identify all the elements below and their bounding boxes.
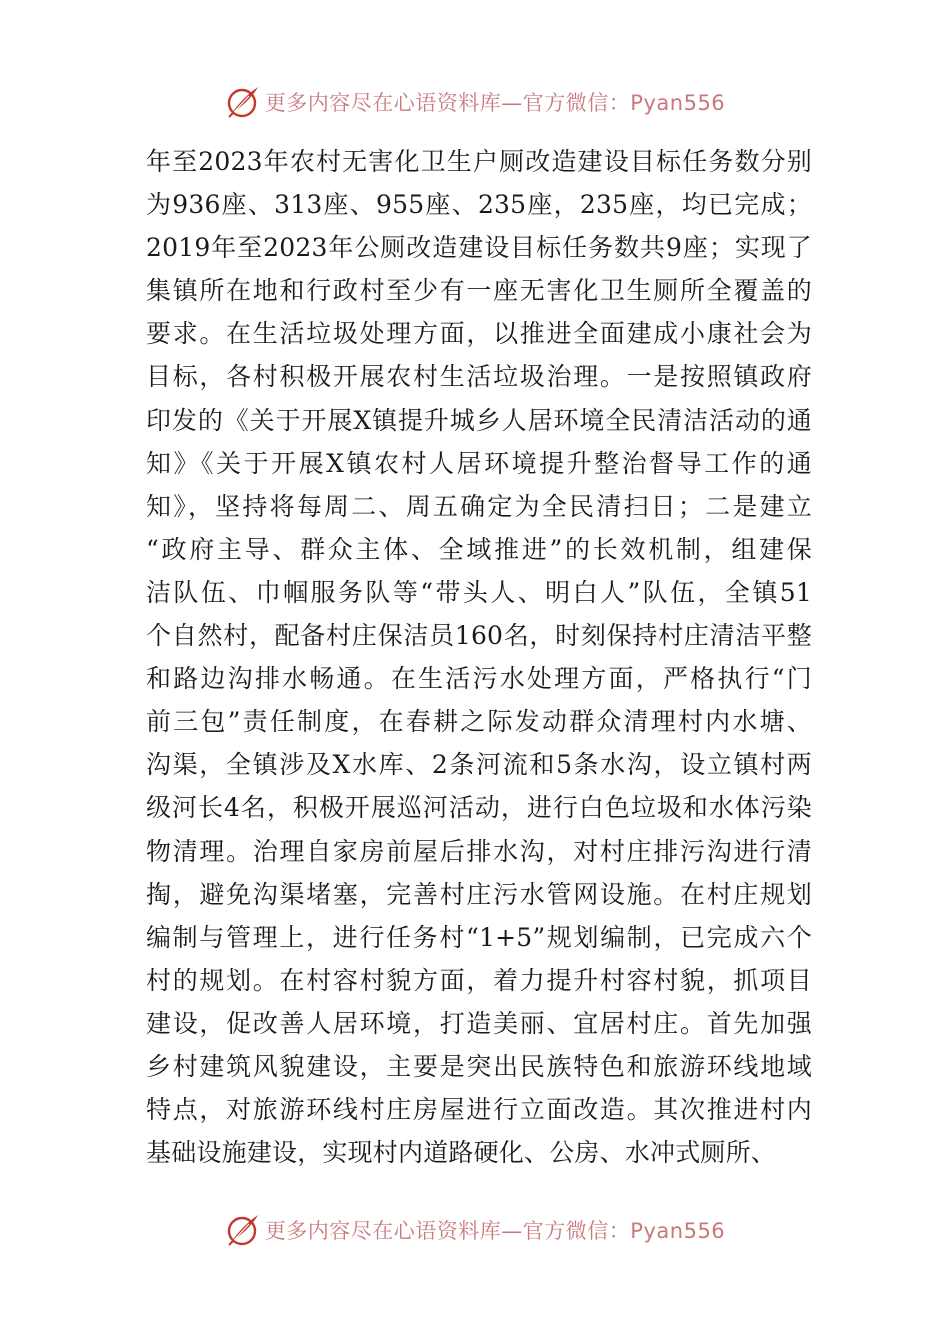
footer-banner-text: 更多内容尽在心语资料库—官方微信：Pyan556 bbox=[264, 1219, 726, 1243]
body-line: 为936座、313座、955座、235座，235座，均已完成； bbox=[146, 190, 812, 220]
body-line: 2019年至2023年公厕改造建设目标任务数共9座；实现了 bbox=[146, 233, 812, 263]
body-line: 印发的《关于开展X镇提升城乡人居环境全民清洁活动的通 bbox=[146, 405, 812, 435]
body-line: 掏，避免沟渠堵塞，完善村庄污水管网设施。在村庄规划 bbox=[146, 879, 812, 909]
body-line: 知》，坚持将每周二、周五确定为全民清扫日；二是建立 bbox=[146, 491, 812, 521]
quill-logo-icon bbox=[225, 1212, 261, 1248]
body-line: 年至2023年农村无害化卫生户厕改造建设目标任务数分别 bbox=[146, 147, 812, 176]
body-line: 级河长4名，积极开展巡河活动，进行白色垃圾和水体污染 bbox=[146, 793, 812, 823]
body-line: 乡村建筑风貌建设，主要是突出民族特色和旅游环线地域 bbox=[146, 1051, 812, 1081]
body-line: “政府主导、群众主体、全域推进”的长效机制，组建保 bbox=[146, 534, 812, 564]
body-line: 目标，各村积极开展农村生活垃圾治理。一是按照镇政府 bbox=[146, 362, 812, 392]
body-line: 知》《关于开展X镇农村人居环境提升整治督导工作的通 bbox=[146, 448, 812, 478]
footer-banner bbox=[0, 1210, 950, 1250]
body-line: 沟渠，全镇涉及X水库、2条河流和5条水沟，设立镇村两 bbox=[146, 750, 812, 780]
body-line: 村的规划。在村容村貌方面，着力提升村容村貌，抓项目 bbox=[146, 965, 812, 995]
body-line: 建设，促改善人居环境，打造美丽、宜居村庄。首先加强 bbox=[146, 1008, 812, 1038]
body-line: 和路边沟排水畅通。在生活污水处理方面，严格执行“门 bbox=[146, 664, 812, 694]
document-body bbox=[146, 140, 812, 1174]
body-line: 洁队伍、巾帼服务队等“带头人、明白人”队伍，全镇51 bbox=[146, 577, 812, 607]
quill-logo-icon bbox=[225, 84, 261, 120]
body-line: 基础设施建设，实现村内道路硬化、公房、水冲式厕所、 bbox=[146, 1138, 777, 1168]
header-banner bbox=[0, 82, 950, 122]
body-line: 编制与管理上，进行任务村“1+5”规划编制，已完成六个 bbox=[146, 922, 812, 952]
header-banner-text: 更多内容尽在心语资料库—官方微信：Pyan556 bbox=[264, 91, 726, 115]
body-line: 要求。在生活垃圾处理方面，以推进全面建成小康社会为 bbox=[146, 319, 812, 349]
body-line: 前三包”责任制度，在春耕之际发动群众清理村内水塘、 bbox=[146, 707, 812, 737]
body-line: 集镇所在地和行政村至少有一座无害化卫生厕所全覆盖的 bbox=[146, 276, 812, 306]
body-line: 物清理。治理自家房前屋后排水沟，对村庄排污沟进行清 bbox=[146, 836, 812, 866]
body-line: 个自然村，配备村庄保洁员160名，时刻保持村庄清洁平整 bbox=[146, 621, 812, 651]
body-line: 特点，对旅游环线村庄房屋进行立面改造。其次推进村内 bbox=[146, 1095, 812, 1125]
